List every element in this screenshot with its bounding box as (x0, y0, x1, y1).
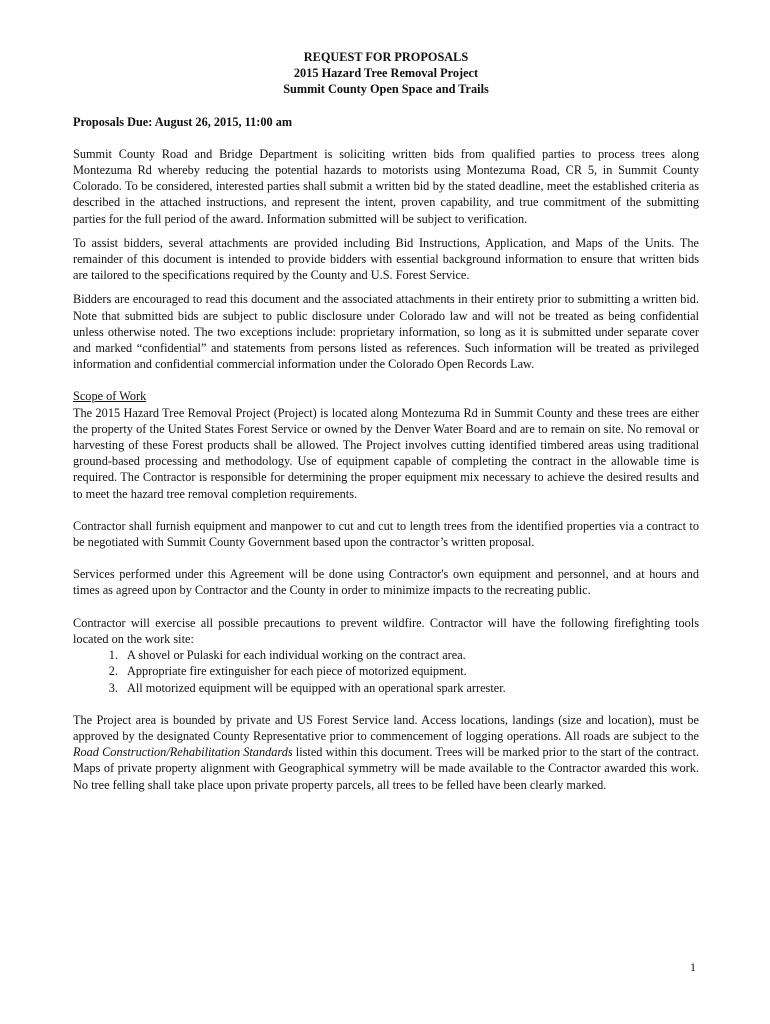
standards-reference: Road Construction/Rehabilitation Standards (73, 745, 293, 760)
paragraph-services: Services performed under this Agreement will be done using Contractor's own equipment and personnel, and at hours and times as agreed upon by Contractor and the County in order to minimize impacts to the recreating public. (73, 567, 699, 598)
project-area-text-1: The Project area is bounded by private and US Forest Service land. Access locations, landings (size and location), must be approved by the designated County Representative prior to commencement of logging operations. All roads are subject to the (73, 712, 699, 743)
paragraph-equipment: Contractor shall furnish equipment and manpower to cut and cut to length trees from the identified properties via a contract to be negotiated with Summit County Government based upon the contractor’s written proposal. (73, 518, 699, 550)
document-header (73, 49, 699, 98)
paragraph-scope: The 2015 Hazard Tree Removal Project (Project) is located along Montezuma Rd in Summit County and these trees are either the property of the United States Forest Service or owned by the Denver Water Board and are to remain on site. No removal or harvesting of these Forest products shall be allowed. The Project involves cutting identified timbered areas using traditional ground-based processing and methodology. Use of equipment capable of completing the contract in the allowable time is required. The Contractor is responsible for determining the proper equipment mix necessary to achieve the desired results and to meet the hazard tree removal completion requirements. (73, 405, 699, 501)
proposals-due: Proposals Due: August 26, 2015, 11:00 am (73, 114, 293, 129)
paragraph-intro: Summit County Road and Bridge Department is soliciting written bids from qualified parties to process trees along Montezuma Rd whereby reducing the potential hazards to motorists using Montezuma Road, CR 5, in Summit County Colorado. To be considered, interested parties shall submit a written bid by the stated deadline, meet the established criteria as described in the attached instructions, and represent the intent, proven capability, and true commitment of the submitting parties for the full period of the award. Information submitted will be subject to verification. (73, 146, 699, 226)
paragraph-attachments: To assist bidders, several attachments are provided including Bid Instructions, Application, and Maps of the Units. The remainder of this document is intended to provide bidders with essential background information to ensure that written bids are tailored to the specifications required by the County and U.S. Forest Service. (73, 235, 699, 283)
tools-list (73, 647, 699, 696)
list-item: 1. A shovel or Pulaski for each individual working on the contract area. (121, 647, 699, 663)
header-title: REQUEST FOR PROPOSALS (303, 50, 469, 64)
document-body (73, 49, 699, 793)
paragraph-disclosure: Bidders are encouraged to read this document and the associated attachments in their entirety prior to submitting a written bid. Note that submitted bids are subject to public disclosure under Colorado law and will not be treated as being confidential unless otherwise noted. The two exceptions include: proprietary information, so long as it is submitted under separate cover and marked “confidential” and statements from persons listed as references. Such information will be treated as privileged information and confidential commercial information under the Colorado Open Records Law. (73, 292, 699, 372)
header-organization: Summit County Open Space and Trails (283, 82, 489, 97)
section-title-scope: Scope of Work (73, 389, 147, 404)
project-area-text-2: listed within this document. Trees will be marked prior to the start of the contract. Maps of private property alignment with Geographical symmetry will be made available to the Contractor awarded this work. No tree felling shall take place upon private property parcels, all trees to be felled have been clearly marked. (73, 745, 699, 792)
header-project-name: 2015 Hazard Tree Removal Project (293, 66, 479, 81)
list-item: 3. All motorized equipment will be equipped with an operational spark arrester. (121, 680, 699, 696)
paragraph-wildfire: Contractor will exercise all possible precautions to prevent wildfire. Contractor will have the following firefighting tools located on the work site: (73, 615, 699, 646)
list-item: 2. Appropriate fire extinguisher for each piece of motorized equipment. (121, 663, 699, 679)
page-number: 1 (690, 960, 696, 974)
paragraph-project-area (73, 712, 699, 793)
